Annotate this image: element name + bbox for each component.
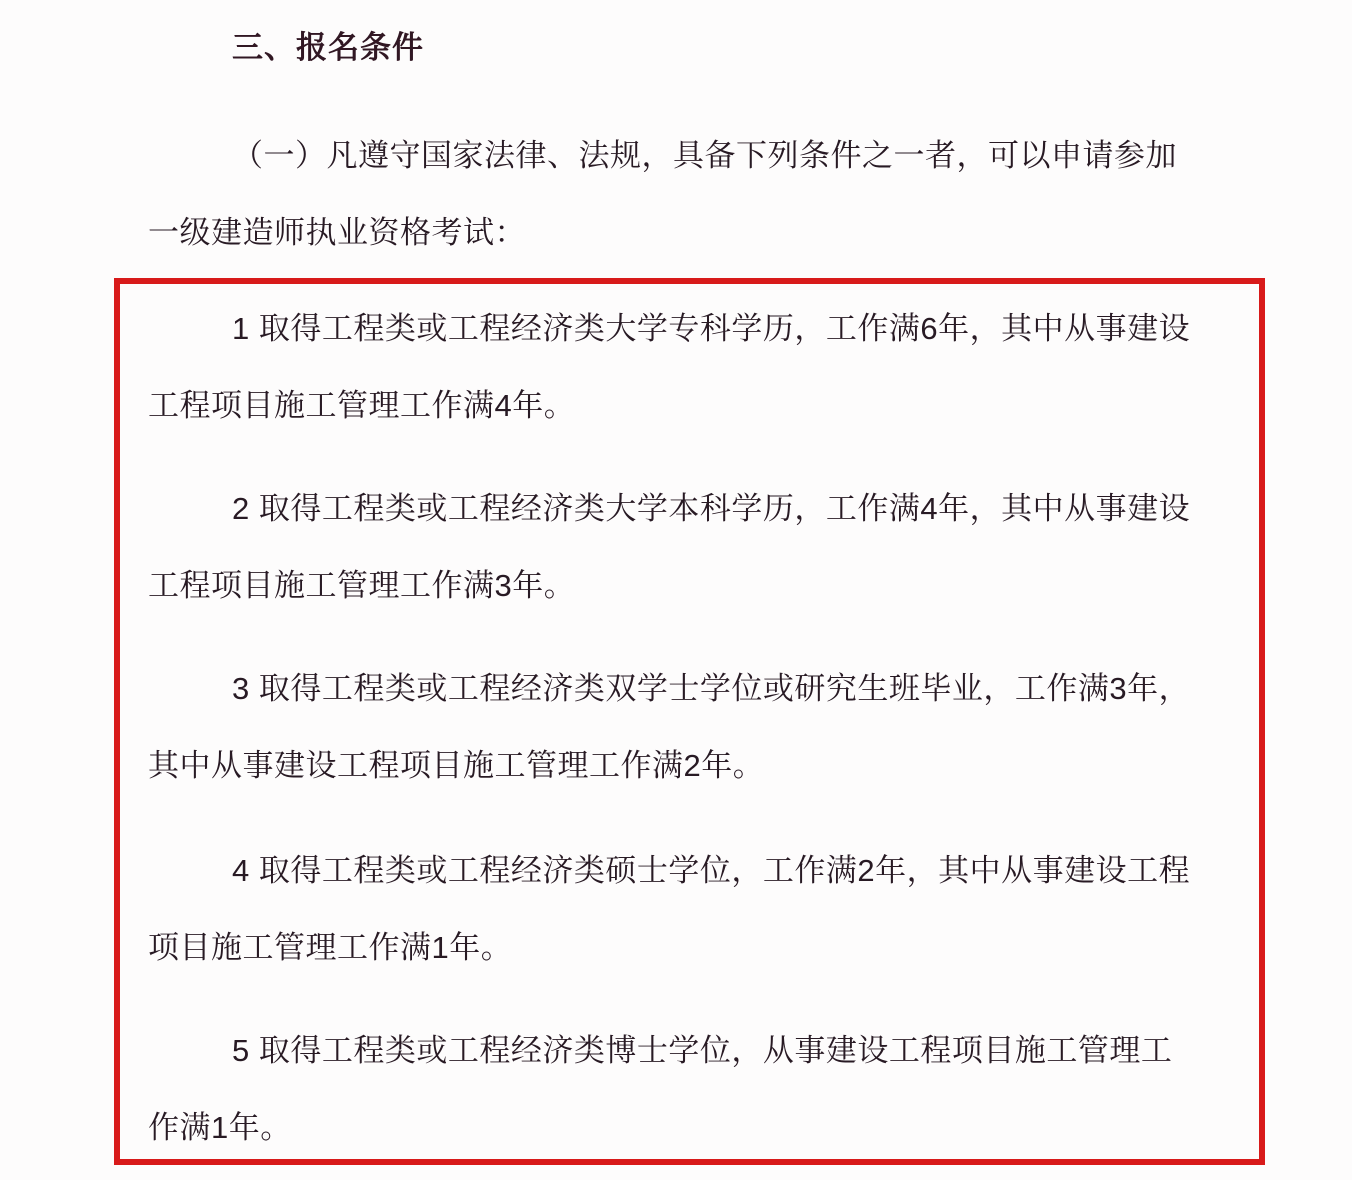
condition-5-line-1: 5 取得工程类或工程经济类博士学位，从事建设工程项目施工管理工 [232, 1033, 1173, 1068]
condition-3-line-2: 其中从事建设工程项目施工管理工作满2年。 [148, 748, 765, 783]
condition-item-2 [148, 470, 1233, 624]
condition-2-line-2: 工程项目施工管理工作满3年。 [148, 568, 576, 603]
section-heading: 三、报名条件 [232, 30, 424, 65]
condition-item-4 [148, 832, 1233, 986]
condition-3-line-1: 3 取得工程类或工程经济类双学士学位或研究生班毕业，工作满3年， [232, 671, 1191, 706]
intro-line-1: （一）凡遵守国家法律、法规，具备下列条件之一者，可以申请参加 [232, 138, 1177, 173]
condition-2-line-1: 2 取得工程类或工程经济类大学本科学历，工作满4年，其中从事建设 [232, 491, 1191, 526]
condition-1-line-2: 工程项目施工管理工作满4年。 [148, 388, 576, 423]
condition-4-line-1: 4 取得工程类或工程经济类硕士学位，工作满2年，其中从事建设工程 [232, 853, 1191, 888]
condition-item-3 [148, 650, 1233, 804]
condition-4-line-2: 项目施工管理工作满1年。 [148, 930, 513, 965]
condition-1-line-1: 1 取得工程类或工程经济类大学专科学历，工作满6年，其中从事建设 [232, 311, 1191, 346]
condition-item-1 [148, 290, 1233, 444]
condition-5-line-2: 作满1年。 [148, 1110, 292, 1145]
intro-line-2: 一级建造师执业资格考试： [148, 215, 526, 250]
intro-paragraph [148, 117, 1233, 271]
condition-item-5 [148, 1012, 1233, 1166]
